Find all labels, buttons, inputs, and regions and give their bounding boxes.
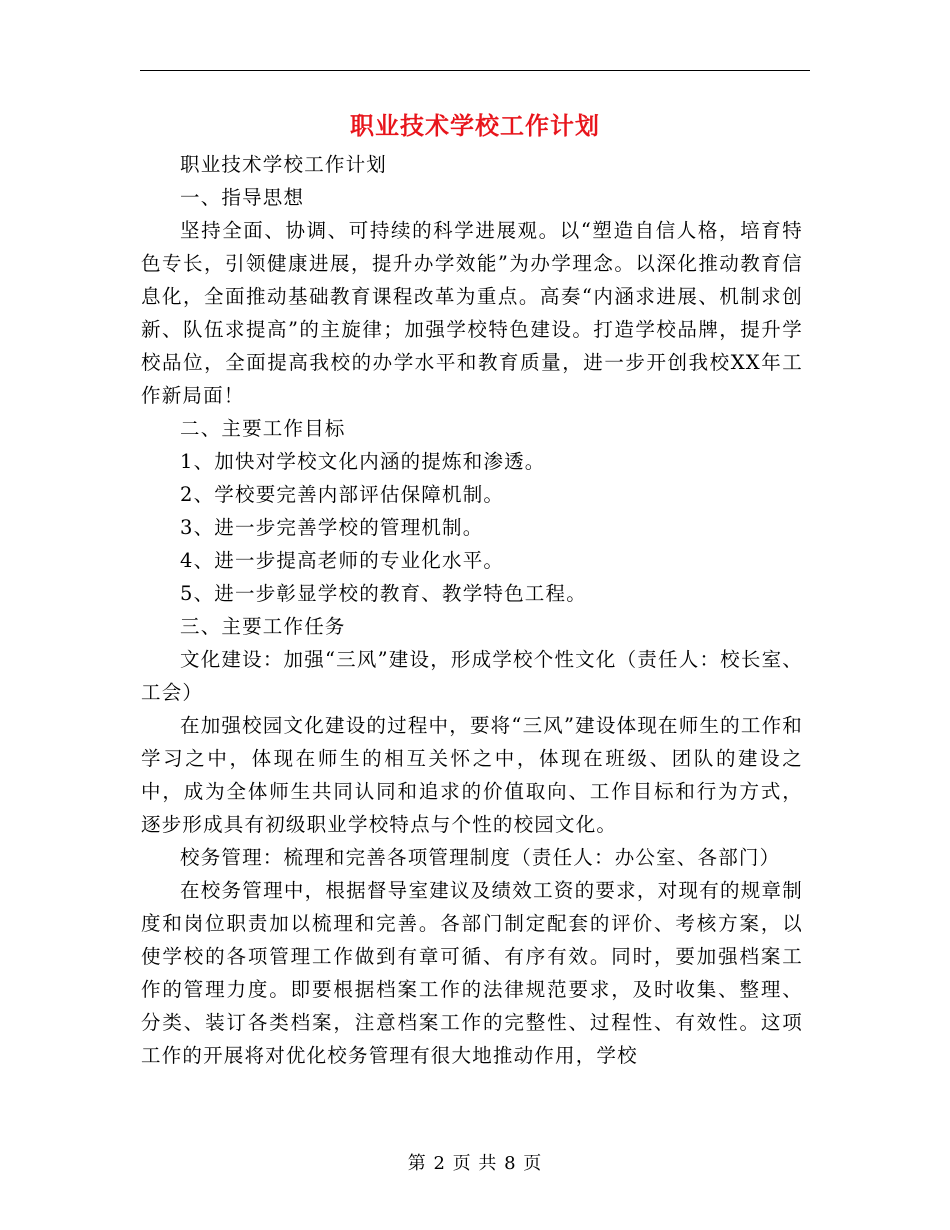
section-heading-main-goals: 二、主要工作目标	[180, 417, 346, 440]
list-item-goal-5: 5、进一步彰显学校的教育、教学特色工程。	[180, 582, 587, 605]
paragraph-admin-heading: 校务管理：梳理和完善各项管理制度（责任人：办公室、各部门）	[180, 846, 781, 869]
header-rule	[140, 70, 810, 71]
paragraph-guiding-ideology: 坚持全面、协调、可持续的科学进展观。以“塑造自信人格，培育特色专长，引领健康进展，提升办学效能”为办学理念。以深化推动教育信息化，全面推动基础教育课程改革为重点。高奏“内涵求进展、机制求创新、队伍求提高”的主旋律；加强学校特色建设。打造学校品牌，提升学校品位，全面提高我校的办学水平和教育质量，进一步开创我校XX年工作新局面！	[141, 219, 803, 407]
document-body	[141, 148, 803, 1072]
page-number-label: 第 2 页 共 8 页	[407, 1153, 543, 1174]
page-footer	[0, 1152, 950, 1176]
paragraph-admin-body: 在校务管理中，根据督导室建议及绩效工资的要求，对现有的规章制度和岗位职责加以梳理和完善。各部门制定配套的评价、考核方案，以使学校的各项管理工作做到有章可循、有序有效。同时，要加强档案工作的管理力度。即要根据档案工作的法律规范要求，及时收集、整理、分类、装订各类档案，注意档案工作的完整性、过程性、有效性。这项工作的开展将对优化校务管理有很大地推动作用，学校	[141, 879, 803, 1067]
paragraph-subtitle: 职业技术学校工作计划	[180, 153, 388, 176]
list-item-goal-2: 2、学校要完善内部评估保障机制。	[180, 483, 505, 506]
list-item-goal-4: 4、进一步提高老师的专业化水平。	[180, 549, 505, 572]
list-item-goal-1: 1、加快对学校文化内涵的提炼和渗透。	[180, 450, 546, 473]
section-heading-main-tasks: 三、主要工作任务	[180, 615, 346, 638]
paragraph-culture-heading: 文化建设：加强“三风”建设，形成学校个性文化（责任人：校长室、工会）	[141, 648, 803, 704]
section-heading-guiding-ideology: 一、指导思想	[180, 186, 305, 209]
list-item-goal-3: 3、进一步完善学校的管理机制。	[180, 516, 484, 539]
paragraph-culture-body: 在加强校园文化建设的过程中，要将“三风”建设体现在师生的工作和学习之中，体现在师生的相互关怀之中，体现在班级、团队的建设之中，成为全体师生共同认同和追求的价值取向、工作目标和行为方式，逐步形成具有初级职业学校特点与个性的校园文化。	[141, 714, 803, 836]
document-title: 职业技术学校工作计划	[350, 111, 600, 140]
